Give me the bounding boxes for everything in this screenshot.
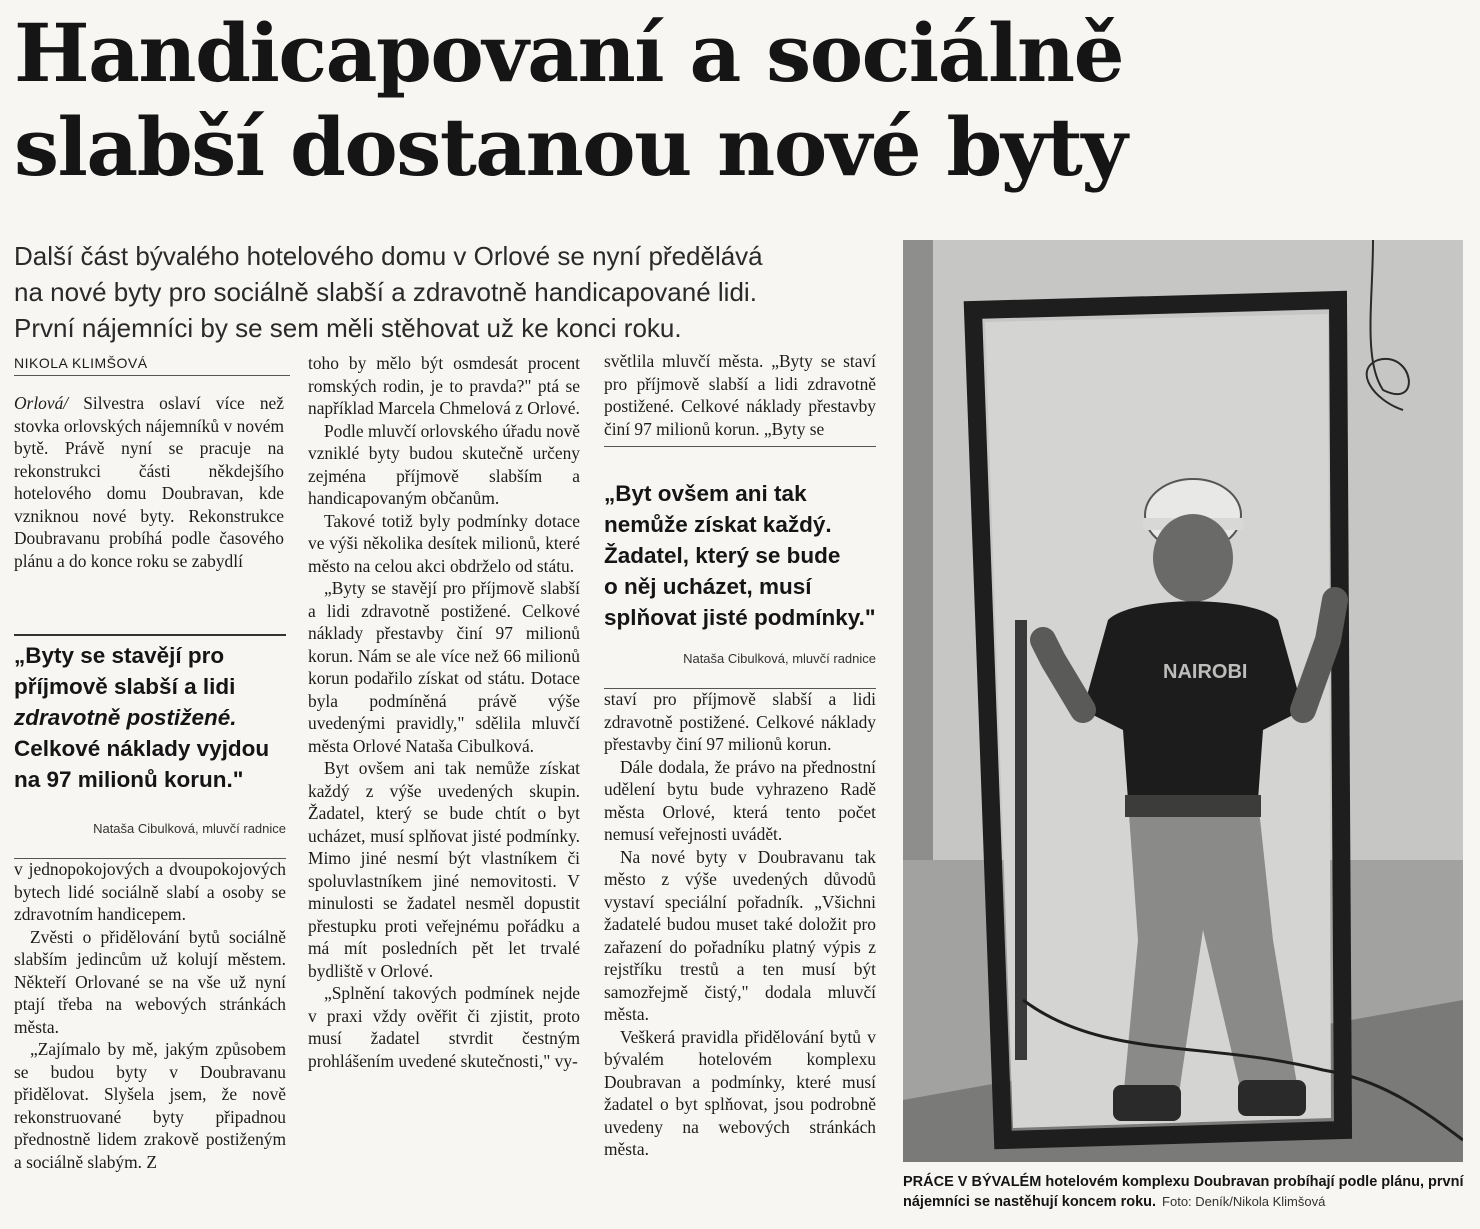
- lead-paragraph: [14, 238, 894, 346]
- article-paragraph: toho by mělo být osmdesát procent romských rodin, je to pravda?" ptá se například Marcela Chmelová z Orlové.: [308, 353, 580, 418]
- quote-line: „Byty se stavějí pro: [14, 643, 225, 668]
- article-paragraph: Veškerá pravidla přidělování bytů v bývalém hotelovém komplexu Doubravan a podmínky, které musí žadatel o byt splňovat, jsou podrobně uvedeny na webových stránkách města.: [604, 1026, 876, 1159]
- quote-line: „Byt ovšem ani tak: [604, 481, 807, 506]
- quote-line: nemůže získat každý.: [604, 512, 832, 537]
- pull-quote: [14, 634, 286, 859]
- quote-line: splňovat jisté podmínky.": [604, 605, 876, 630]
- lead-line: na nové byty pro sociálně slabší a zdravotně handicapované lidi.: [14, 277, 757, 307]
- article-paragraph: Zvěsti o přidělování bytů sociálně slabším jedincům už kolují městem. Někteří Orlované se na vše už nyní ptají třeba na webových stránkách města.: [14, 926, 286, 1037]
- article-paragraph: Byt ovšem ani tak nemůže získat každý z výše uvedených skupin. Žadatel, který se bude chtít o byt ucházet, musí splňovat jisté podmínky. Mimo jiné nesmí být vlastníkem či spoluvlastníkem jiné nemovitosti. V minulosti se žadatel nesměl dopustit přestupku proti veřejnému pořádku a má mít posledních pět let trvalé bydliště v Orlové.: [308, 758, 580, 981]
- article-column-3-top: [604, 350, 876, 447]
- dateline: Orlová/: [14, 393, 69, 413]
- headline: [14, 6, 1314, 194]
- article-paragraph: „Splnění takových podmínek nejde v praxi vždy ověřit či zjistit, proto musí žadatel stvrdit čestným prohlášením uvedené skutečnosti," vy-: [308, 983, 580, 1071]
- quote-line: Celkové náklady vyjdou: [14, 736, 270, 761]
- quote-source: Nataša Cibulková, mluvčí radnice: [604, 643, 876, 689]
- article-paragraph: staví pro příjmově slabší a lidi zdravotně postižené. Celkové náklady přestavby činí 97 milionů korun.: [604, 689, 876, 754]
- article-paragraph: Na nové byty v Doubravanu tak město z výše uvedených důvodů vystaví speciální pořadník. „Všichni žadatelé budou muset také doložit pro zařazení do pořadníku platný výpis z rejstříku trestů a ten musí být samozřejmě čistý," dodala mluvčí města.: [604, 846, 876, 1024]
- article-column-1-top: [14, 392, 284, 572]
- article-paragraph: Podle mluvčí orlovského úřadu nově vzniklé byty budou skutečně určeny zejména příjmově slabším a handicapovaným občanům.: [308, 420, 580, 508]
- headline-line: Handicapovaní a sociálně: [14, 6, 1123, 100]
- quote-line: zdravotně postižené.: [14, 705, 237, 730]
- article-paragraph: světlila mluvčí města. „Byty se staví pro příjmově slabší a lidi zdravotně postižené. Celkové náklady přestavby činí 97 milionů korun. „Byty se: [604, 351, 876, 439]
- article-paragraph: v jednopokojových a dvoupokojových bytech lidé sociálně slabí a osoby se zdravotním handicepem.: [14, 859, 286, 924]
- article-column-2: [308, 352, 580, 1072]
- article-column-1-bottom: [14, 858, 286, 1173]
- quote-line: o něj ucházet, musí: [604, 574, 812, 599]
- pull-quote: [604, 478, 876, 689]
- article-paragraph: [14, 392, 284, 572]
- quote-source: Nataša Cibulková, mluvčí radnice: [14, 813, 286, 859]
- photo-caption: [903, 1172, 1471, 1212]
- headline-line: slabší dostanou nové byty: [14, 100, 1127, 194]
- caption-text: hotelovém komplexu Doubravan probíhají podle plánu, první nájemníci se nastěhují koncem roku.: [903, 1174, 1464, 1210]
- photo-illustration: [903, 240, 1463, 1162]
- quote-line: Žadatel, který se bude: [604, 543, 841, 568]
- article-paragraph: Takové totiž byly podmínky dotace ve výši několika desítek milionů, které město na celou akci obdrželo od státu.: [308, 510, 580, 576]
- caption-lead-in: PRÁCE V BÝVALÉM: [903, 1174, 1042, 1190]
- article-column-3-bottom: [604, 688, 876, 1161]
- lead-line: První nájemníci by se sem měli stěhovat už ke konci roku.: [14, 313, 682, 343]
- photo-credit: Foto: Deník/Nikola Klimšová: [1162, 1194, 1326, 1209]
- quote-line: na 97 milionů korun.": [14, 767, 244, 792]
- news-photo: [903, 240, 1463, 1162]
- shirt-print: NAIROBI: [1163, 661, 1248, 683]
- article-paragraph: Dále dodala, že právo na přednostní udělení bytu bude vyhrazeno Radě města Orlové, která tento počet nemusí veřejnosti uvádět.: [604, 756, 876, 844]
- quote-line: příjmově slabší a lidi: [14, 674, 236, 699]
- paragraph-text: Silvestra oslaví více než stovka orlovských nájemníků v novém bytě. Právě nyní se pracuje na rekonstrukci části někdejšího hotelového domu Doubravan, kde vzniknou nové byty. Rekonstrukce Doubravanu probíhá podle časového plánu a do konce roku se zabydlí: [14, 393, 284, 571]
- article-paragraph: „Byty se stavějí pro příjmově slabší a lidi zdravotně postižené. Celkové náklady přestavby činí 97 milionů korun. Nám se ale více než 66 milionů korun podařilo získat od státu. Dotace byla podmíněná právě výše uvedenými pravidly," sdělila mluvčí města Orlové Nataša Cibulková.: [308, 578, 580, 756]
- byline: NIKOLA KLIMŠOVÁ: [14, 355, 290, 376]
- lead-line: Další část bývalého hotelového domu v Orlové se nyní předělává: [14, 241, 763, 271]
- article-paragraph: „Zajímalo by mě, jakým způsobem se budou byty v Doubravanu přidělovat. Slyšela jsem, že nově rekonstruované byty připadnou přednostně lidem zrakově postiženým a sociálně slabým. Z: [14, 1039, 286, 1172]
